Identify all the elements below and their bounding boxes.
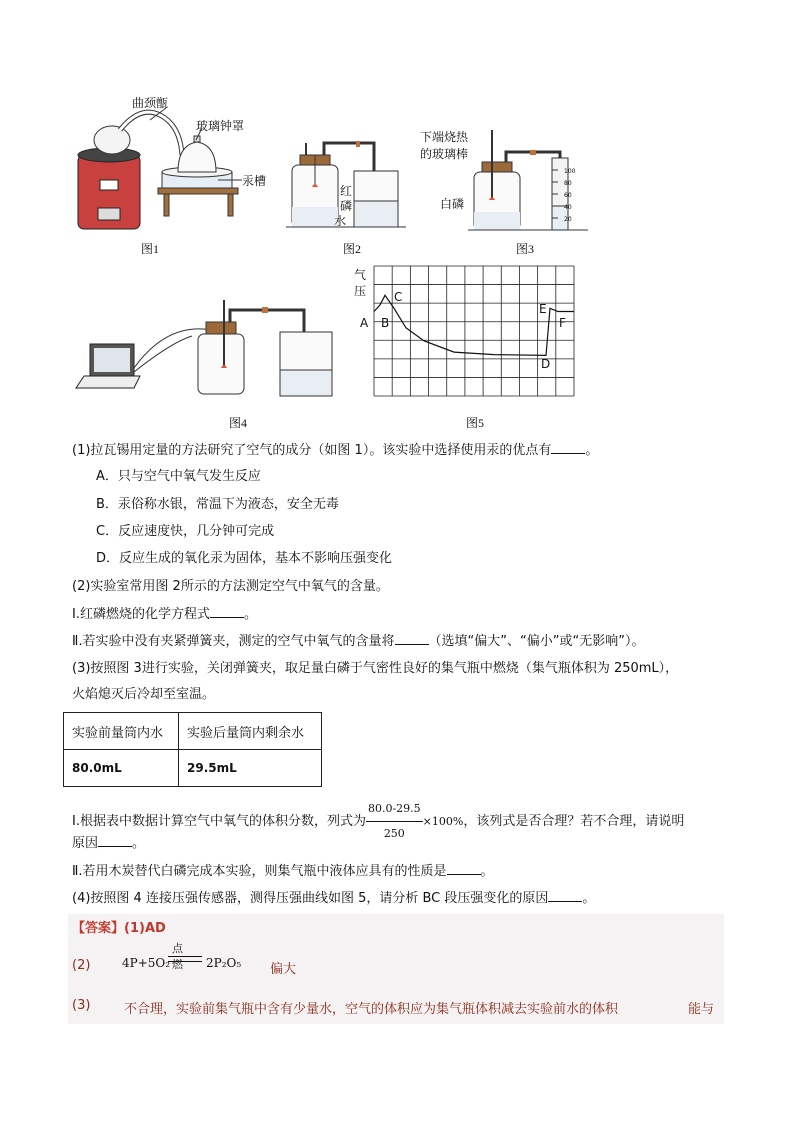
answer-block: 【答案】(1)AD (2) 4P+5O₂ 点燃 2P₂O₅ 偏大 (3) 不合理，实验前集气瓶中含有少量水，空气的体积应为集气瓶体积减去实验前水的体积 能与 [68,914,724,1024]
question-3-line-1: (3)按照图 3进行实验，关闭弹簧夹，取足量白磷于气密性良好的集气瓶中燃烧（集气瓶体积为 250mL）， [72,661,679,676]
table-row [64,713,322,750]
question-1: (1)拉瓦锡用定量的方法研究了空气的成分（如图 1）。该实验中选择使用汞的优点有 。 [72,443,599,458]
figure-2-caption: 图2 [343,242,362,256]
chart-ylabel-1: 气 [354,268,367,282]
figure-5-pressure-chart [352,264,578,400]
question-3-i: Ⅰ.根据表中数据计算空气中氧气的体积分数，列式为 $\frac{80.0-29.5}{250}$ ×100%，该列式是否合理？若不合理，请说明 [72,797,684,846]
label-retort: 曲颈甑 [132,96,169,110]
option-c: C．反应速度快，几分钟可完成 [96,524,275,539]
option-d: D．反应生成的氧化汞为固体，基本不影响压强变化 [96,551,393,566]
tick-20: 20 [564,216,572,223]
question-2: (2)实验室常用图 2所示的方法测定空气中氧气的含量。 [72,579,389,594]
option-b: B．汞俗称水银，常温下为液态，安全无毒 [96,497,339,512]
chart-point-D: D [541,357,551,371]
tick-100: 100 [564,168,576,175]
answer-3-num: (3) [72,998,91,1013]
question-3-i-reason: 原因 。 [72,836,146,851]
answer-line-1 [72,917,166,936]
chart-point-E: E [539,302,547,316]
tick-80: 80 [564,180,572,187]
tick-60: 60 [564,192,572,199]
answer-2-num: (2) [72,958,91,973]
table-row [64,750,322,787]
figure-5-caption: 图5 [466,416,485,430]
chart-ylabel-2: 压 [354,284,367,298]
figure-4-pressure-sensor-apparatus [72,292,352,404]
figure-1-caption: 图1 [141,242,160,256]
answer-3-tail: 能与 [688,1002,715,1017]
answer-2-value: 偏大 [270,962,297,977]
table-value-before: 80.0mL [64,750,179,787]
label-bell-jar: 玻璃钟罩 [196,119,245,133]
label-red-2: 磷 [340,199,353,213]
chart-point-B: B [381,316,390,330]
fraction: $\frac{80.0-29.5}{250}$ [366,797,423,846]
tick-40: 40 [564,204,572,211]
label-red-1: 红 [340,184,353,198]
question-2-ii: Ⅱ.若实验中没有夹紧弹簧夹，测定的空气中氧气的含量将 （选填“偏大”、“偏小”或“无影响”）。 [72,634,645,649]
figure-4-caption: 图4 [229,416,248,430]
chart-point-A: A [360,316,369,330]
option-a: A．只与空气中氧气发生反应 [96,469,261,484]
figure-3-caption: 图3 [516,242,535,256]
question-3-line-2: 火焰熄灭后冷却至室温。 [72,687,216,702]
label-water: 水 [334,214,347,228]
label-rod-1: 下端烧热 [420,130,469,144]
answer-1: (1)AD [124,921,166,936]
table-header-after: 实验后量筒内剩余水 [179,713,322,750]
label-trough: 汞槽 [242,174,267,188]
table-header-before: 实验前量筒内水 [64,713,179,750]
question-4: (4)按照图 4 连接压强传感器，测得压强曲线如图 5，请分析 BC 段压强变化的原因 。 [72,891,596,906]
answer-3-text: 不合理，实验前集气瓶中含有少量水，空气的体积应为集气瓶体积减去实验前水的体积 [124,1002,619,1017]
question-2-i: Ⅰ.红磷燃烧的化学方程式 。 [72,607,257,622]
label-white-p: 白磷 [440,197,465,211]
question-3-ii: Ⅱ.若用木炭替代白磷完成本实验，则集气瓶中液体应具有的性质是 。 [72,864,494,879]
water-volume-table [63,712,322,787]
label-rod-2: 的玻璃棒 [420,147,469,161]
reaction-condition: 点燃 [172,942,183,971]
table-value-after: 29.5mL [179,750,322,787]
chart-point-C: C [394,290,403,304]
answer-tag: 【答案】 [72,921,125,936]
chart-point-F: F [559,316,566,330]
